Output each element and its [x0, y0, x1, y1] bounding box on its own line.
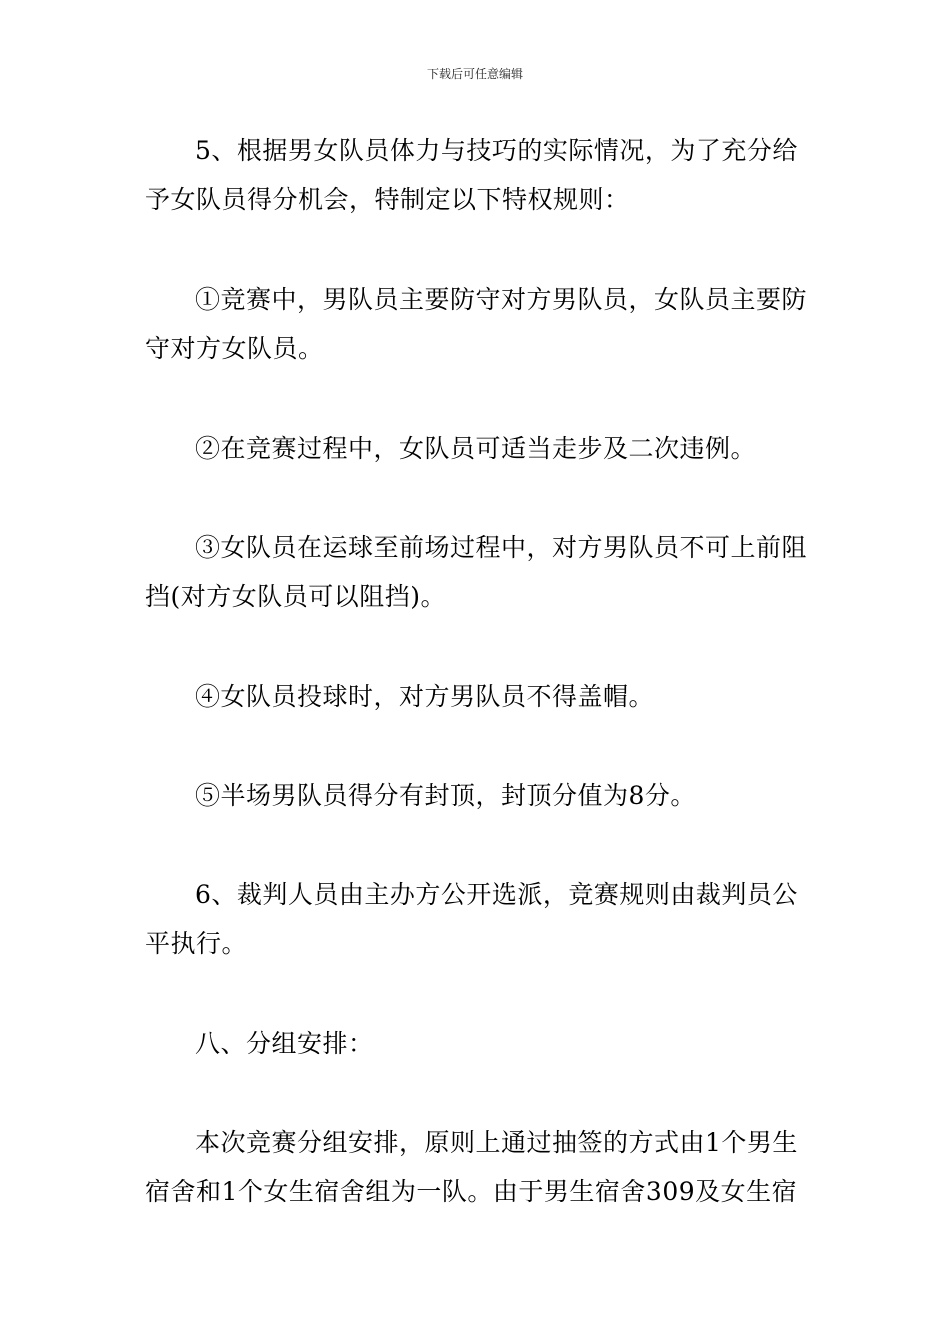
- paragraph-rule-5-3: ③女队员在运球至前场过程中，对方男队员不可上前阻挡(对方女队员可以阻挡)。: [145, 533, 808, 611]
- header-note: 下载后可任意编辑: [426, 67, 523, 81]
- paragraph-rule-5-2: ②在竞赛过程中，女队员可适当走步及二次违例。: [195, 434, 757, 463]
- paragraph-rule-5-4: ④女队员投球时，对方男队员不得盖帽。: [195, 682, 655, 711]
- section-heading-grouping: 八、分组安排：: [195, 1029, 374, 1058]
- paragraph-rule-6: 6、裁判人员由主办方公开选派，竞赛规则由裁判员公平执行。: [145, 880, 798, 958]
- paragraph-rule-5-1: ①竞赛中，男队员主要防守对方男队员，女队员主要防守对方女队员。: [145, 285, 808, 363]
- paragraph-grouping: 本次竞赛分组安排，原则上通过抽签的方式由1个男生宿舍和1个女生宿舍组为一队。由于男生宿舍309及女生宿: [145, 1128, 798, 1206]
- paragraph-rule-5: 5、根据男女队员体力与技巧的实际情况，为了充分给予女队员得分机会，特制定以下特权规则：: [145, 136, 798, 214]
- paragraph-rule-5-5: ⑤半场男队员得分有封顶，封顶分值为8分。: [195, 781, 696, 810]
